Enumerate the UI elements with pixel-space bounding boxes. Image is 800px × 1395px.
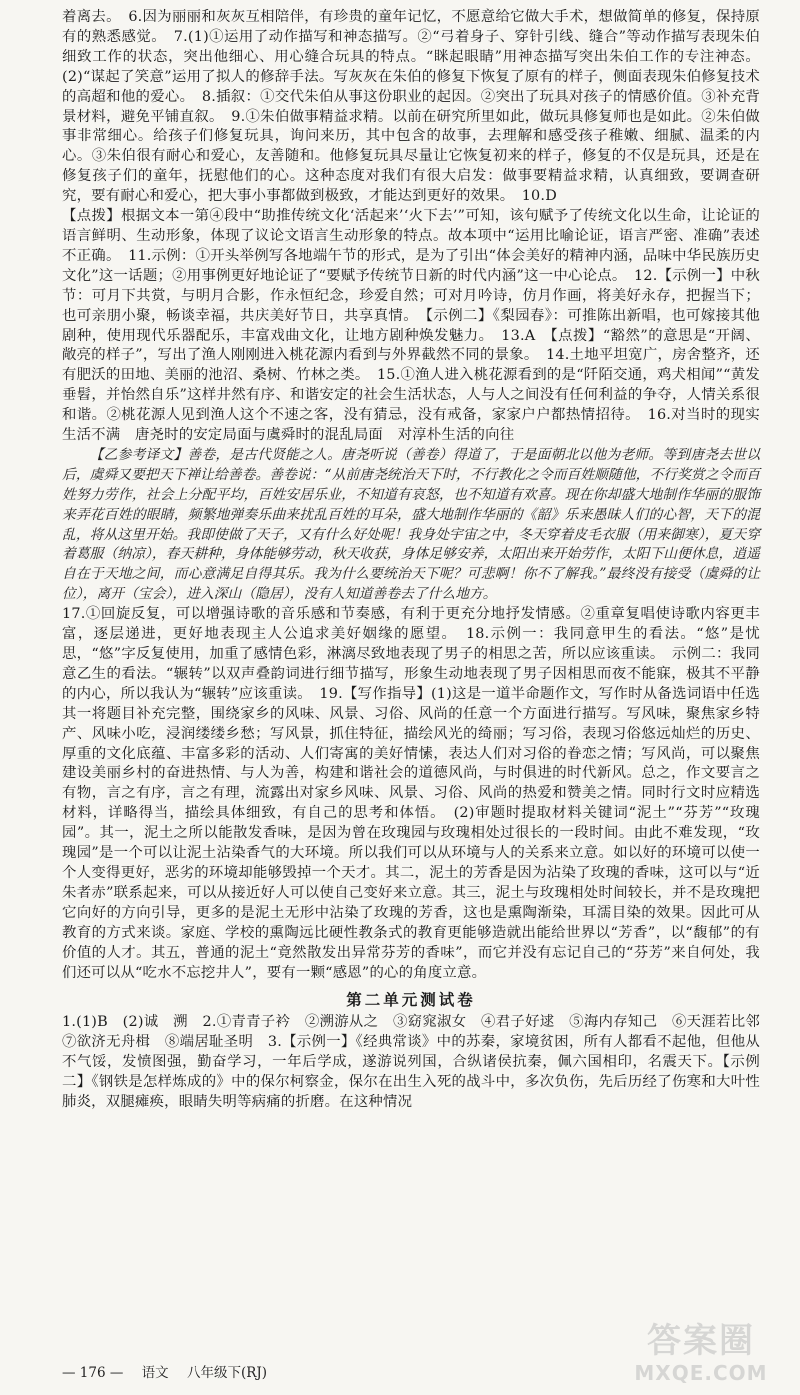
reference-translation: 【乙参考译文】善卷，是古代贤能之人。唐尧听说（善卷）得道了，于是面朝北以他为老师。等到唐尧去世以后，虞舜又要把天下禅让给善卷。善卷说：“从前唐尧统治天下时，不行教化之令而百姓顺随他，不行奖赏之令而百姓努力劳作，社会上分配平均，百姓安居乐业，不知道有哀怒，也不知道有欢喜。现在你却盛大地制作华丽的服饰来弄花百姓的眼睛，频繁地弹奏乐曲来扰乱百姓的耳朵，盛大地制作华丽的《韶》乐来愚昧人们的心智，天下的混乱，将从这里开始。我即使做了天子，又有什么好处呢！我身处宇宙之中，冬天穿着皮毛衣服（用来御寒），夏天穿着葛服（纳凉），春天耕种，身体能够劳动，秋天收获，身体足够安养，太阳出来开始劳作，太阳下山便休息，逍遥自在于天地之间，而心意满足自得其乐。我为什么要统治天下呢？可悲啊！你不了解我。”最终没有接受（虞舜的让位），离开（宝会），进入深山（隐居），没有人知道善卷去了什么地方。 [62, 446, 760, 603]
answer-block-3: 17.①回旋反复，可以增强诗歌的音乐感和节奏感，有利于更充分地抒发情感。②重章复唱使诗歌内容更丰富，逐层递进，更好地表现主人公追求美好姻缘的愿望。 18.示例一：我同意甲生的看法。“悠”是忧思，“悠”字反复使用，加重了感情色彩，淋漓尽致地表现了男子的相思之苦，所以应该重读。 示例二：我同意乙生的看法。“辗转”以双声叠韵词进行细节描写，形象生动地表现了男子因相思而夜不能寐，极其不平静的内心，所以我认为“辗转”应该重读。 19.【写作指导】(1)这是一道半命题作文，写作时从备选词语中任选其一将题目补充完整，围绕家乡的风味、风景、习俗、风尚的任意一个方面进行描写。写风味，聚焦家乡特产、风味小吃，浸润缕缕乡愁；写风景，抓住特征，描绘风光的绮丽；写习俗，表现习俗悠远灿烂的历史、厚重的文化底蕴、丰富多彩的活动、人们寄寓的美好情愫，表达人们对习俗的眷恋之情；写风尚，可以聚焦建设美丽乡村的奋进热情、与人为善，构建和谐社会的道德风尚，与时俱进的时代新风。总之，作文要言之有物，言之有序，言之有理，流露出对家乡风味、风景、习俗、风尚的热爱和赞美之情。同时行文时应精选材料，详略得当，描绘具体细致，有自己的思考和体悟。 (2)审题时提取材料关键词“泥土”“芬芳”“玫瑰园”。其一，泥土之所以能散发香味，是因为曾在玫瑰园与玫瑰相处过很长的一段时间。由此不难发现，“玫瑰园”是一个可以让泥土沾染香气的大环境。所以我们可以从环境与人的关系来立意。如以好的环境可以使一个人变得更好，恶劣的环境却能够毁掉一个天才。其二，泥土的芳香是因为沾染了玫瑰的香味，这可以与“近朱者赤”联系起来，可以从接近好人可以使自己变好来立意。其三，泥土与玫瑰相处时间较长，并不是玫瑰把它向好的方向引导，更多的是泥土无形中沾染了玫瑰的芳香，这也是熏陶渐染，耳濡目染的效果。因此可从教育的方式来谈。家庭、学校的熏陶远比硬性教条式的教育更能够造就出能给世界以“芳香”，以“馥郁”的有价值的人才。其五，普通的泥土“竟然散发出异常芬芳的香味”，而它并没有忘记自己的“芬芳”来自何处，我们还可以从“吃水不忘挖井人”，要有一颗“感恩”的心的角度立意。 [62, 606, 760, 981]
answer-block-4: 1.(1)B (2)诚 溯 2.①青青子衿 ②溯游从之 ③窈窕淑女 ④君子好逑 ⑤海内存知己 ⑥天涯若比邻 ⑦欲济无舟楫 ⑧端居耻圣明 3.【示例一】《经典常谈》中的苏秦，家境贫困，所有人都看不起他，但他从不气馁，发愤图强，勤奋学习，一年后学成，遂游说列国，合纵诸侯抗秦，佩六国相印，名震天下。【示例二】《钢铁是怎样炼成的》中的保尔柯察金，保尔在出生入死的战斗中，多次负伤，先后历经了伤寒和大叶性肺炎，双腿瘫痪，眼睛失明等病痛的折磨。在这种情况 [62, 1014, 775, 1111]
page-number: — 176 — [62, 1365, 124, 1381]
answer-block-2: 【点拨】根据文本一第④段中“助推传统文化‘活起来’‘火下去’”可知，该句赋予了传统文化以生命，让论证的语言鲜明、生动形象，体现了议论文语言生动形象的特点。故本项中“运用比喻论证，语言严密、准确”表述不正确。 11.示例：①开头举例写各地端午节的形式，是为了引出“体会美好的精神内涵，品味中华民族历史文化”这一话题；②用事例更好地论证了“要赋予传统节日新的时代内涵”这一中心论点。 12.【示例一】中秋节：可月下共赏，与明月合影，作永恒纪念，珍爱自然；可对月吟诗，仿月作画，将美好永存，把握当下；也可亲朋小聚，畅谈幸福，共庆美好节日，共享真情。 【示例二】《梨园春》：可推陈出新唱，也可嫁接其他剧种，使用现代乐器配乐，丰富戏曲文化，让地方剧种焕发魅力。 13.A 【点拨】“豁然”的意思是“开阔、敞亮的样子”，写出了渔人刚刚进入桃花源内看到与外界截然不同的景象。 14.土地平坦宽广，房舍整齐，还有肥沃的田地、美丽的池沼、桑树、竹林之类。 15.①渔人进入桃花源看到的是“阡陌交通，鸡犬相闻”“黄发垂髫，并怡然自乐”这样井然有序、和谐安定的社会生活状态，人与人之间没有任何利益的争夺，人情关系很和谐。②桃花源人见到渔人这个不速之客，没有猜忌，没有戒备，家家户户都热情招待。 16.对当时的现实生活不满 唐尧时的安定局面与虞舜时的混乱局面 对淳朴生活的向往 [62, 208, 760, 444]
subject-label: 语文 [141, 1365, 169, 1381]
watermark-logo-text: 答案圈 [647, 1321, 755, 1361]
unit-test-title: 第二单元测试卷 [346, 990, 476, 1010]
answer-block-1: 着离去。 6.因为丽丽和灰灰互相陪伴，有珍贵的童年记忆，不愿意给它做大手术，想做简单的修复，保持原有的熟悉感觉。 7.(1)①运用了动作描写和神态描写。②“弓着身子、穿针引线、缝合”等动作描写表现朱伯细致工作的状态，突出他细心、用心缝合玩具的特点。“眯起眼睛”用神态描写突出朱伯工作的专注神态。(2)“谋起了笑意”运用了拟人的修辞手法。写灰灰在朱伯的修复下恢复了原有的样子，侧面表现朱伯修复技术的高超和他的爱心。 8.插叙：①交代朱伯从事这份职业的起因。②突出了玩具对孩子的情感价值。③补充背景材料，避免平铺直叙。 9.①朱伯做事精益求精。以前在研究所里如此，做玩具修复师也是如此。②朱伯做事非常细心。给孩子们修复玩具，询问来历，其中包含的故事，去理解和感受孩子稚嫩、细腻、温柔的内心。③朱伯很有耐心和爱心，友善随和。他修复玩具尽量让它恢复初来的样子，修复的不仅是玩具，还是在修复孩子们的童年，抚慰他们的心。这种态度对我们有很大启发：做事要精益求精，认真细致，要调查研究，要有耐心和爱心，把大事小事都做到极致，才能达到更好的效果。 10.D [62, 9, 760, 205]
site-watermark [616, 1313, 786, 1391]
page-footer [62, 1364, 281, 1382]
grade-label: 八年级下(RJ) [186, 1365, 268, 1381]
watermark-url: MXQE.COM [634, 1361, 768, 1385]
